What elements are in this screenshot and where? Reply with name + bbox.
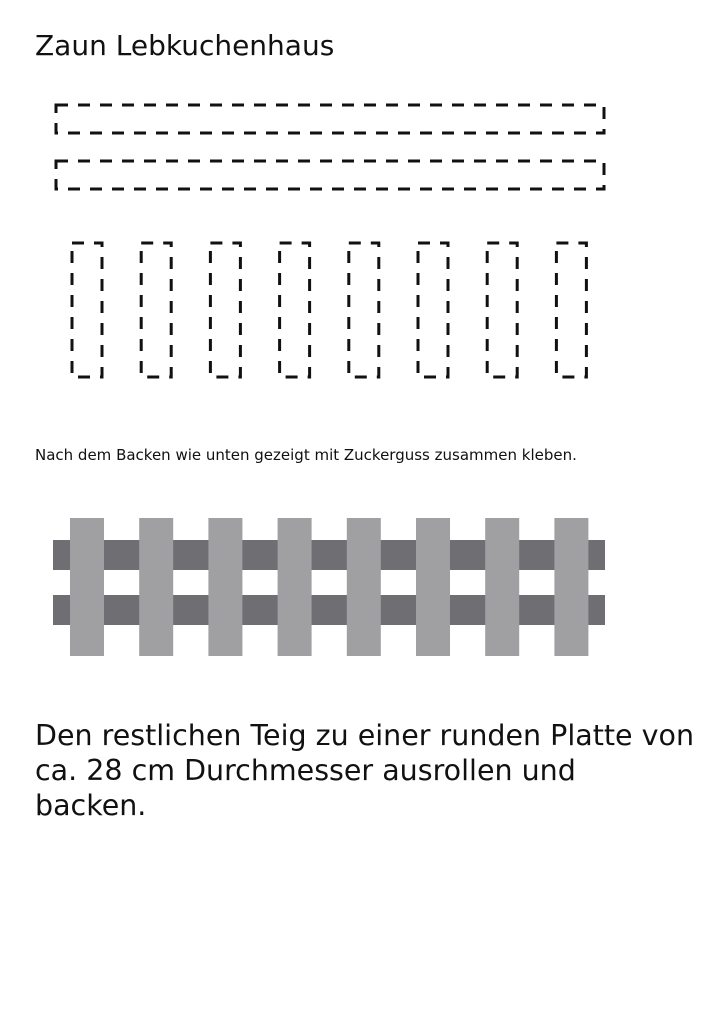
fence-picket: [208, 518, 242, 656]
fence-picket: [347, 518, 381, 656]
fence-rails: [53, 540, 605, 625]
assembly-note: Nach dem Backen wie unten gezeigt mit Zuckerguss zusammen kleben.: [35, 446, 577, 464]
fence-rail: [53, 595, 605, 625]
fence-picket: [554, 518, 588, 656]
baking-instruction: Den restlichen Teig zu einer runden Platte von ca. 28 cm Durchmesser ausrollen und backen.: [35, 719, 695, 822]
fence-picket: [139, 518, 173, 656]
fence-picket: [485, 518, 519, 656]
fence-picket: [278, 518, 312, 656]
page-title: Zaun Lebkuchenhaus: [35, 29, 335, 62]
fence-pickets: [70, 518, 588, 656]
fence-rail: [53, 540, 605, 570]
fence-picket: [70, 518, 104, 656]
fence-picket: [416, 518, 450, 656]
